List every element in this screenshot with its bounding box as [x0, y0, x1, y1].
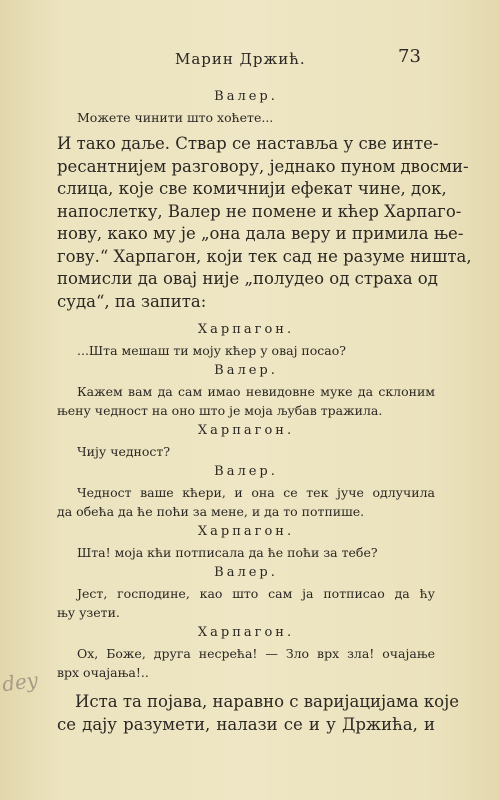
dialogue-line: Шта! моја кћи потписала да ће поћи за тебе?: [77, 545, 378, 560]
running-title: Марин Држић.: [175, 50, 306, 68]
page-header: [0, 46, 499, 68]
page-number: 73: [398, 46, 421, 67]
paragraph-line: гову.“ Харпагон, који тек сад не разуме ништа,: [57, 246, 472, 266]
dialogue-line: Чију чедност?: [77, 444, 171, 459]
paragraph-line: суда“, па запита:: [57, 291, 207, 311]
handwritten-margin-note: dey: [0, 667, 40, 697]
dialogue-line: ...Шта мешаш ти моју кћер у овај посао?: [77, 343, 346, 358]
dialogue-line: њену чедност на оно што је моја љубав тражила.: [57, 403, 383, 418]
paragraph-line: напослетку, Валер не помене и кћер Харпаго-: [57, 201, 462, 221]
paragraph-line: се дају разумети, налази се и у Држића, и: [57, 715, 435, 734]
speaker-name: Валер.: [214, 565, 278, 580]
dialogue-line: Можете чинити што хоћете...: [77, 110, 274, 125]
paragraph-line: ресантнијем разговору, једнако пуном двосми-: [57, 156, 469, 176]
paragraph-line: нову, како му је „она дала веру и примила ње-: [57, 224, 464, 243]
speaker-name: Харпагон.: [197, 524, 295, 539]
speaker-name: Валер.: [214, 464, 278, 479]
paragraph-line: помисли да овај није „полудео од страха од: [57, 269, 438, 288]
speaker-name: Валер.: [214, 363, 278, 378]
paragraph: [57, 690, 459, 736]
page-body: [57, 86, 472, 736]
paragraph-line: И тако даље. Ствар се наставља у све инте-: [57, 134, 439, 153]
speaker-name: Харпагон.: [197, 423, 295, 438]
dialogue-line: њу узети.: [57, 605, 120, 620]
dialogue-line: Јест, господине, као што сам ја потписао да ћу: [77, 586, 435, 601]
paragraph: [57, 133, 472, 313]
paragraph-line: Иста та појава, наравно с варијацијама које: [75, 692, 459, 711]
paragraph-line: слица, које све комичнији ефекат чине, док,: [57, 179, 447, 198]
dialogue-line: да обећа да ће поћи за мене, и да то потпише.: [57, 504, 365, 519]
speaker-name: Харпагон.: [197, 322, 295, 337]
dialogue-line: Кажем вам да сам имао невидовне муке да склоним: [77, 384, 435, 399]
dialogue-line: Чедност ваше кћери, и она се тек јуче одлучила: [77, 485, 435, 500]
dialogue-line: Ох, Боже, друга несрећа! — Зло врх зла! очајање: [77, 646, 435, 661]
dialogue-line: врх очајања!..: [57, 665, 149, 680]
speaker-name: Харпагон.: [197, 625, 295, 640]
speaker-name: Валер.: [214, 89, 278, 104]
